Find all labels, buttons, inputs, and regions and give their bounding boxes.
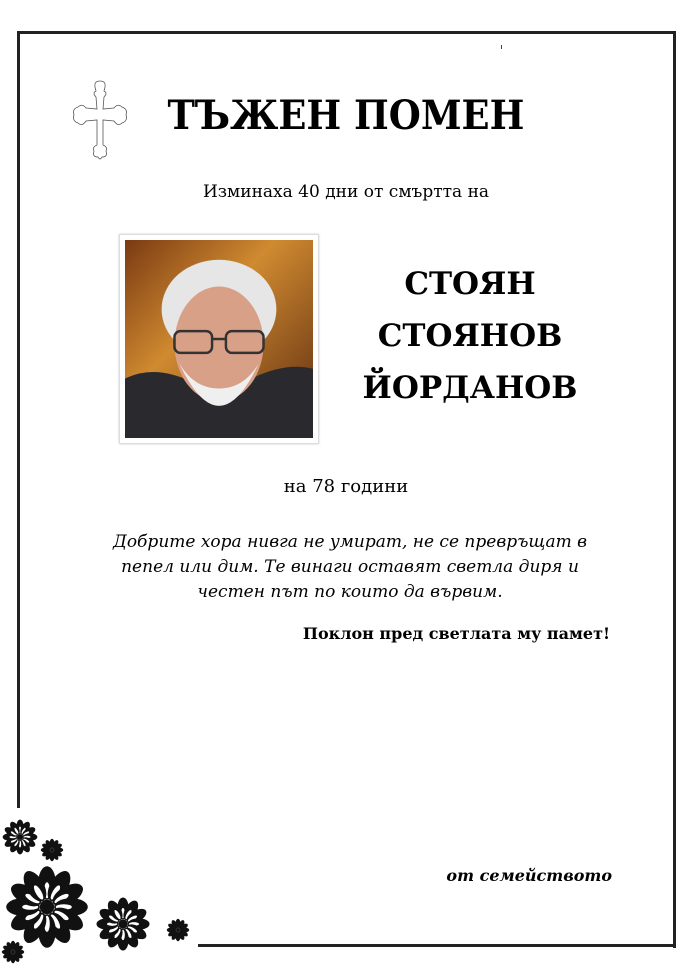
frame-bottom-border [198, 944, 676, 947]
flower-icon [3, 820, 38, 855]
speck [501, 45, 502, 49]
signature-text: от семейството [446, 866, 612, 885]
flower-icon [96, 897, 149, 950]
page-title [0, 92, 692, 139]
frame-top-border [17, 31, 676, 34]
quote-line: пепел или дим. Те винаги оставят светла диря и [121, 557, 579, 577]
flowers-decoration [0, 810, 200, 968]
quote-line: Добрите хора нивга не умират, не се превръщат в [113, 532, 587, 552]
middle-name: СТОЯНОВ [377, 318, 563, 354]
last-name: ЙОРДАНОВ [362, 370, 578, 406]
first-name: СТОЯН [404, 266, 536, 302]
tribute-text: Поклон пред светлата му памет! [302, 624, 610, 643]
flower-icon [6, 866, 88, 948]
frame-left-border [17, 31, 20, 808]
deceased-name [340, 258, 600, 414]
flower-icon [2, 941, 24, 963]
quote-line: честен път по които да вървим. [197, 582, 503, 602]
memorial-quote [80, 530, 620, 605]
intro-text: Изминаха 40 дни от смъртта на [202, 182, 490, 202]
title-text: ТЪЖЕН ПОМЕН [167, 92, 525, 139]
age-text: на 78 години [283, 476, 409, 497]
flower-icon [167, 919, 189, 941]
flower-icon [41, 839, 63, 861]
portrait-photo [119, 234, 319, 444]
